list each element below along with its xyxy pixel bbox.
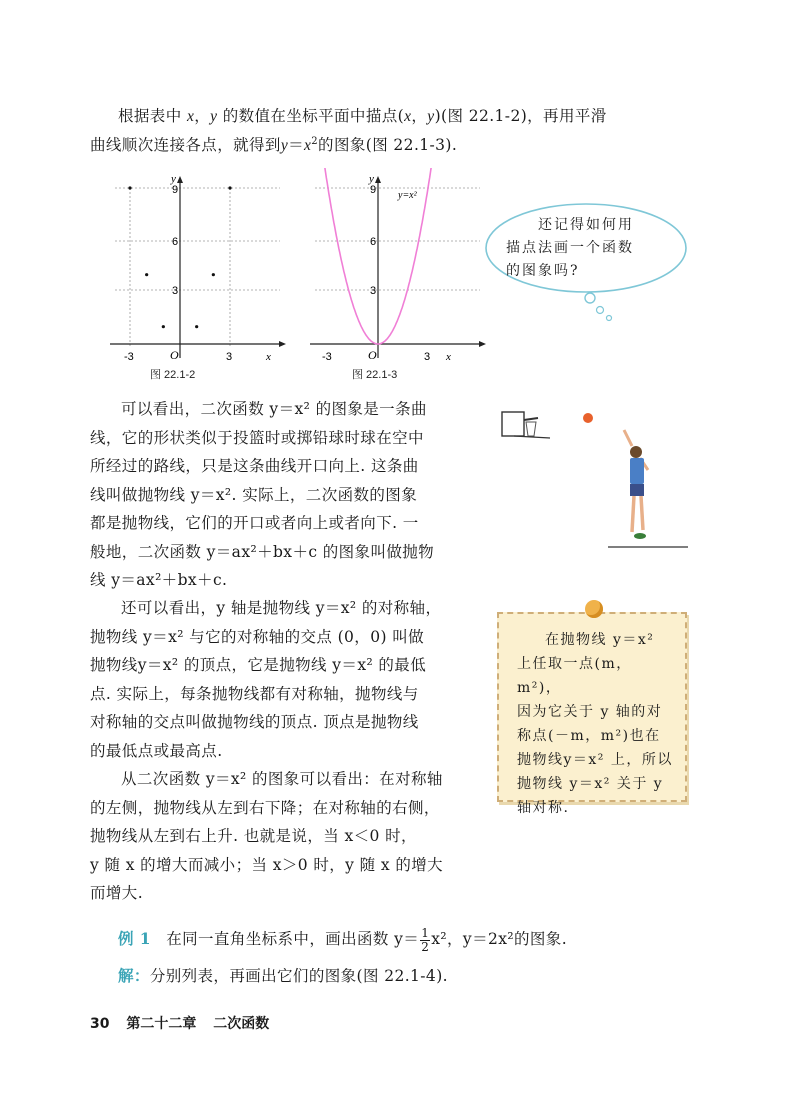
figure-22-1-3 — [300, 168, 490, 368]
p3-line-3: 抛物线从左到右上升. 也就是说，当 x＜0 时， — [90, 827, 417, 845]
fig2-grid — [115, 188, 280, 348]
p1-line-2: 线，它的形状类似于投篮时或掷铅球时球在空中 — [90, 428, 424, 447]
fig2-x-label: x — [266, 351, 271, 363]
p1-line-7: 线 y＝ax²＋bx＋c. — [90, 571, 228, 589]
p2-line-4: 点. 实际上，每条抛物线都有对称轴，抛物线与 — [90, 684, 419, 703]
fig3-xtick-3: 3 — [424, 351, 431, 363]
note-line-2: 上任取一点(m，m²)， — [517, 656, 632, 696]
basketball-hoop-icon — [502, 412, 550, 438]
ball-icon — [583, 413, 593, 423]
scatter-point — [195, 325, 198, 328]
solution-label: 解： — [118, 966, 150, 985]
paragraph-1 — [90, 395, 490, 595]
fig3-x-arrow — [479, 341, 486, 347]
chapter-label: 第二十二章 — [126, 1016, 197, 1032]
bubble-line-3: 的图象吗? — [506, 263, 580, 279]
player-icon — [624, 430, 648, 539]
p1-line-6: 般地，二次函数 y＝ax²＋bx＋c 的图象叫做抛物 — [90, 542, 435, 561]
p2-line-1: 还可以看出，y 轴是抛物线 y＝x² 的对称轴， — [121, 599, 442, 617]
fig3-xtick-neg3: -3 — [322, 351, 332, 363]
fig3-origin-label: O — [368, 348, 377, 362]
fig2-xtick-3: 3 — [226, 351, 233, 363]
side-note — [497, 612, 687, 816]
fig2-x-arrow — [279, 341, 286, 347]
fig2-ytick-3: 3 — [172, 285, 179, 297]
p3-line-4: y 随 x 的增大而减小；当 x＞0 时，y 随 x 的增大 — [90, 855, 444, 874]
scatter-point — [145, 273, 148, 276]
page-number: 30 — [90, 1016, 110, 1032]
fig2-y-arrow — [177, 176, 183, 183]
scatter-point — [128, 186, 131, 189]
example-label: 例 1 — [118, 929, 151, 948]
paragraph-2 — [90, 594, 490, 765]
p2-line-2: 抛物线 y＝x² 与它的对称轴的交点 (0，0) 叫做 — [90, 627, 425, 646]
note-line-6: 抛物线 y＝x² 关于 y — [517, 776, 664, 792]
intro-line-1: 根据表中 x，y 的数值在坐标平面中描点(x，y)(图 22.1-2)，再用平滑 — [118, 107, 607, 125]
scatter-point — [212, 273, 215, 276]
solution: 解：分别列表，再画出它们的图象(图 22.1-4). — [118, 966, 448, 985]
pushpin-icon — [585, 600, 603, 618]
figure-22-1-2 — [100, 168, 290, 368]
example-1: 例 1 在同一直角坐标系中，画出函数 y＝ $\frac{1}{2}$ x²，y＝2x²的图象. — [118, 925, 568, 954]
intro-line-2: 曲线顺次连接各点，就得到$y=x^2$的图象(图 22.1-3). — [90, 135, 458, 154]
note-line-5: 抛物线y＝x² 上，所以 — [517, 752, 673, 768]
note-line-1: 在抛物线 y＝x² — [545, 632, 655, 648]
fig2-ytick-6: 6 — [172, 236, 179, 248]
note-line-3: 因为它关于 y 轴的对 — [517, 704, 663, 720]
fig3-ytick-9: 9 — [370, 184, 377, 196]
scatter-point — [228, 186, 231, 189]
fig2-caption: 图 22.1-2 — [150, 369, 196, 381]
bubble-text — [498, 214, 678, 283]
scatter-point — [162, 325, 165, 328]
paragraph-3 — [90, 765, 490, 908]
p1-line-1: 可以看出，二次函数 y＝x² 的图象是一条曲 — [121, 400, 427, 418]
fig3-curve-label: y=x² — [398, 190, 417, 201]
basketball-illustration — [490, 400, 690, 550]
p2-line-6: 的最低点或最高点. — [90, 741, 223, 760]
p3-line-5: 而增大. — [90, 884, 144, 902]
fig2-y-label: y — [171, 173, 176, 185]
note-line-7: 轴对称. — [517, 800, 570, 816]
fig2-origin-label: O — [170, 348, 179, 362]
fig3-ytick-3: 3 — [370, 285, 377, 297]
fig3-grid — [315, 188, 480, 290]
p1-line-5: 都是抛物线，它们的开口或者向上或者向下. 一 — [90, 514, 419, 532]
bubble-line-1: 还记得如何用 — [538, 217, 634, 233]
p3-line-2: 的左侧，抛物线从左到右下降；在对称轴的右侧， — [90, 798, 440, 817]
fig3-y-label: y — [369, 173, 374, 185]
fig2-xtick-neg3: -3 — [124, 351, 134, 363]
fig3-caption: 图 22.1-3 — [352, 369, 398, 381]
fig3-x-label: x — [446, 351, 451, 363]
chapter-title: 二次函数 — [213, 1016, 270, 1032]
fig3-ytick-6: 6 — [370, 236, 377, 248]
note-line-4: 称点(－m，m²)也在 — [517, 728, 661, 744]
p2-line-3: 抛物线y＝x² 的顶点，它是抛物线 y＝x² 的最低 — [90, 656, 427, 674]
fig2-ytick-9: 9 — [172, 184, 179, 196]
bubble-line-2: 描点法画一个函数 — [506, 240, 634, 256]
fig3-y-arrow — [375, 176, 381, 183]
p3-line-1: 从二次函数 y＝x² 的图象可以看出：在对称轴 — [121, 770, 443, 788]
page-footer — [90, 1013, 269, 1033]
p1-line-3: 所经过的路线，只是这条曲线开口向上. 这条曲 — [90, 457, 419, 475]
fraction-one-half: $\frac{1}{2}$ — [421, 925, 430, 954]
p2-line-5: 对称轴的交点叫做抛物线的顶点. 顶点是抛物线 — [90, 713, 419, 731]
p1-line-4: 线叫做抛物线 y＝x². 实际上，二次函数的图象 — [90, 485, 418, 504]
